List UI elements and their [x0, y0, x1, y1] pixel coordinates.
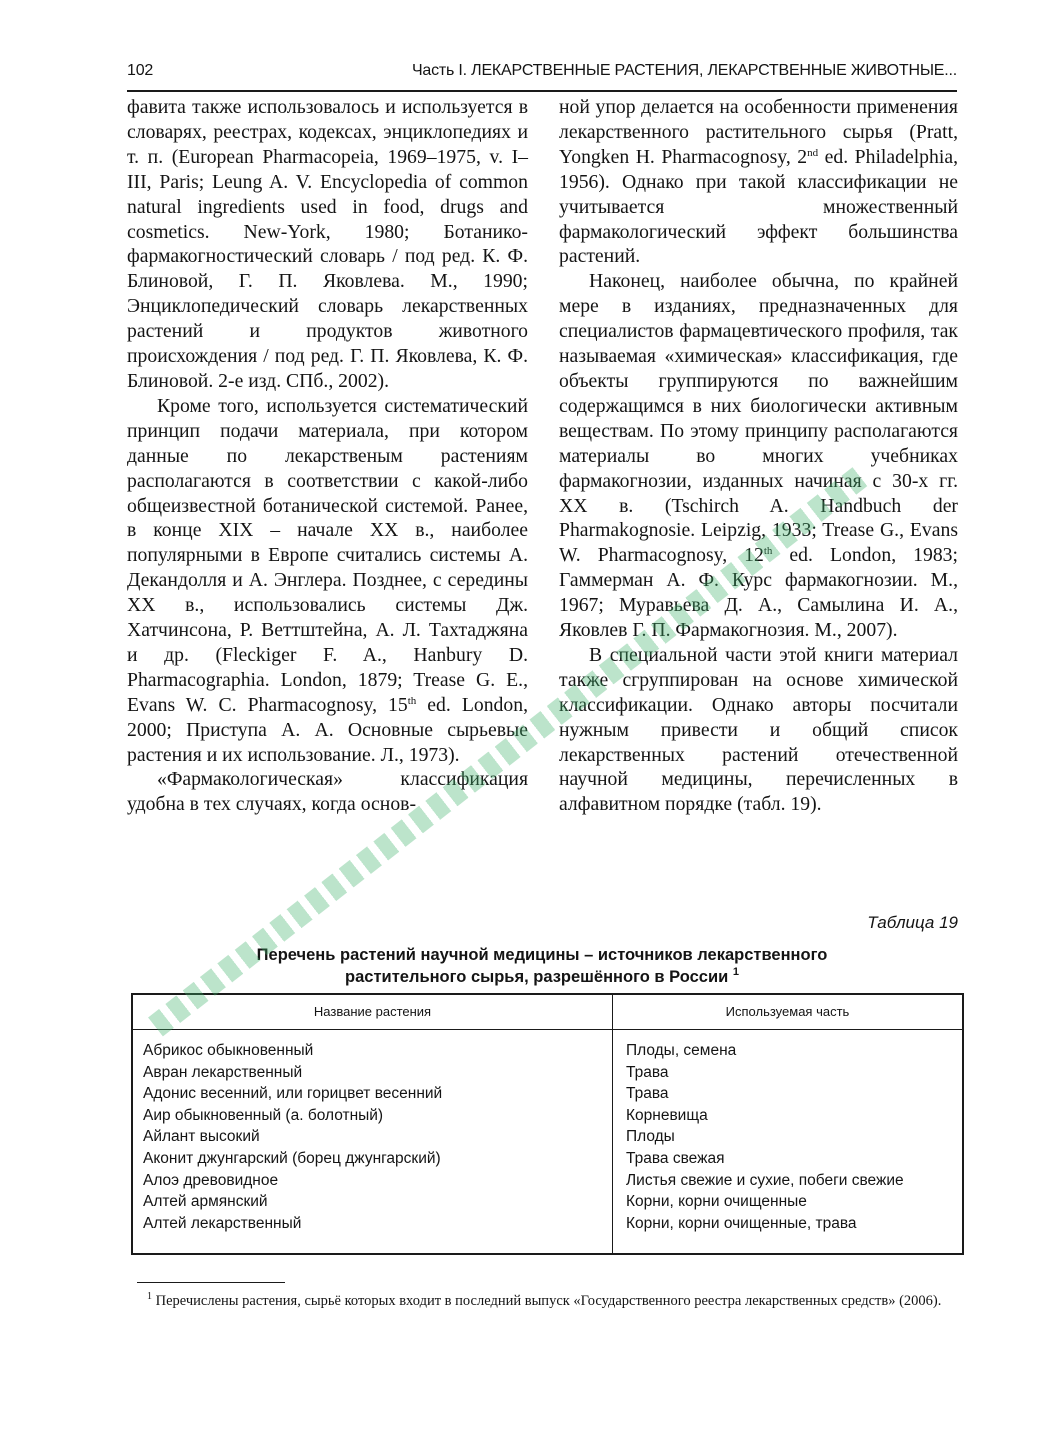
- table-row: [133, 1064, 962, 1086]
- footnote-marker: 1: [147, 1291, 152, 1302]
- used-part-cell: Трава свежая: [626, 1149, 725, 1167]
- plant-name-cell: Аконит джунгарский (борец джунгарский): [143, 1149, 441, 1167]
- page-number: 102: [127, 62, 154, 79]
- footnote-text: Перечислены растения, сырьё которых входит в последний выпуск «Государственного реестра лекарственных средств» (2006).: [152, 1293, 942, 1309]
- plants-table: [131, 993, 964, 1255]
- plant-name-cell: Абрикос обыкновенный: [143, 1042, 314, 1059]
- footnote: [137, 1291, 957, 1311]
- plant-name-cell: Алоэ древовидное: [143, 1171, 279, 1189]
- right-paragraph-2-text-b: ed. London, 1983; Гаммерман А. Ф. Курс фармакогнозии. М., 1967; Муравьева Д. А., Самылина И. А., Яковлев Г. П. Фармакогнозия. М., 2007).: [559, 544, 958, 642]
- right-paragraph-1-text-b: ed. Philadelphia, 1956). Однако при такой классификации не учитывается множественный фармакологический эффект большинства растений.: [559, 145, 958, 268]
- plant-name-cell: Алтей лекарственный: [143, 1214, 302, 1232]
- table-row: [133, 1085, 962, 1107]
- table-row: [133, 1193, 962, 1215]
- footnote-reference: 1: [732, 966, 739, 978]
- right-paragraph-3: В специальной части этой книги материал также сгруппирован на основе химической классификации. Однако авторы посчитали нужным привести и общий список лекарственных растений отечественной научной медицины, перечисленных в алфавитном порядке (табл. 19).: [559, 643, 958, 816]
- plant-name-cell: Авран лекарственный: [143, 1063, 303, 1081]
- table-label: Таблица 19: [867, 913, 958, 932]
- right-paragraph-2-text-a: Наконец, наиболее обычна, по крайней мере в изданиях, предназначенных для специалистов фармацевтического профиля, так называемая «химическая» классификация, где объекты группируются по важнейшим содержащимся в них биологически активным веществам. По этому принципу располагаются материалы во многих учебниках фармакогнозии, изданных начиная с 30-х гг. XX в. (Tschirch A. Handbuch der Pharmakognosie. Leipzig, 1933; Trease G., Evans W. Pharmacognosy, 12: [559, 270, 958, 567]
- running-head: [127, 62, 957, 80]
- superscript: th: [407, 694, 417, 707]
- table-title: [127, 944, 957, 988]
- header-rule: [127, 90, 957, 92]
- plant-name-cell: Аир обыкновенный (а. болотный): [143, 1106, 384, 1124]
- used-part-cell: Трава: [626, 1085, 669, 1103]
- table-body: [133, 1042, 962, 1236]
- superscript: nd: [807, 146, 819, 159]
- right-column: [559, 95, 958, 817]
- column-header-plant: Название растения: [313, 1004, 432, 1019]
- plant-name-cell: Айлант высокий: [143, 1128, 260, 1146]
- table-row: [133, 1215, 962, 1237]
- table-title-line-1: Перечень растений научной медицины – источников лекарственного: [256, 946, 828, 964]
- used-part-cell: Листья свежие и сухие, побеги свежие: [626, 1171, 904, 1189]
- left-paragraph-3: «Фармакологическая» классификация удобна в тех случаях, когда основ-: [127, 768, 528, 816]
- left-paragraph-2-text-b: ed. London, 2000; Приступа А. А. Основные сырьевые растения и их использование. Л., 1973).: [127, 693, 528, 766]
- used-part-cell: Плоды: [626, 1128, 675, 1146]
- superscript: th: [763, 545, 773, 558]
- right-paragraph-2: [559, 269, 958, 643]
- header-divider: [133, 1029, 962, 1030]
- table-title-line-2-text: растительного сырья, разрешённого в России: [345, 968, 729, 986]
- table-row: [133, 1150, 962, 1172]
- left-paragraph-1: фавита также использовалось и используется в словарях, реестрах, кодексах, энциклопедиях и т. п. (European Pharmacopeia, 1969–1975, v. I–III, Paris; Leung A. V. Encyclopedia of common natural ingredients used in food, drugs and cosmetics. New-York, 1980; Ботанико-фармакогностический словарь / под ред. К. Ф. Блиновой, Г. П. Яковлева. М., 1990; Энциклопедический словарь лекарственных растений и продуктов животного происхождения / под ред. Г. П. Яковлева, К. Ф. Блиновой. 2-е изд. СПб., 2002).: [127, 96, 528, 392]
- left-paragraph-2: [127, 394, 528, 768]
- table-title-line-2: [127, 966, 957, 988]
- column-header-part: Используемая часть: [725, 1004, 850, 1019]
- table-row: [133, 1042, 962, 1064]
- used-part-cell: Корневища: [626, 1106, 708, 1124]
- right-paragraph-1-text-a: ной упор делается на особенности применения лекарственного растительного сырья (Pratt, Yongken H. Pharmacognosy, 2: [559, 96, 958, 168]
- left-paragraph-2-text-a: Кроме того, используется систематический принцип подачи материала, при котором данные по лекарственым растениям располагаются в соответствии с какой-либо общеизвестной ботанической системой. Ранее, в конце XIX – начале XX в., наиболее популярными в Европе считались системы А. Декандолля и А. Энглера. Позднее, с середины XX в., использовались системы Дж. Хатчинсона, Р. Веттштейна, А. Л. Тахтаджяна и др. (Fleckiger F. A., Hanbury D. Pharmacographia. London, 1879; Trease G. E., Evans W. C. Pharmacognosy, 15: [127, 394, 528, 716]
- right-paragraph-1: [559, 95, 958, 269]
- table-row: [133, 1172, 962, 1194]
- section-title: Часть I. ЛЕКАРСТВЕННЫЕ РАСТЕНИЯ, ЛЕКАРСТВЕННЫЕ ЖИВОТНЫЕ...: [411, 62, 957, 79]
- used-part-cell: Плоды, семена: [626, 1042, 737, 1059]
- plant-name-cell: Алтей армянский: [143, 1193, 268, 1211]
- used-part-cell: Трава: [626, 1063, 669, 1081]
- footnote-rule: [137, 1282, 285, 1283]
- left-column: [127, 95, 528, 817]
- table-row: [133, 1128, 962, 1150]
- used-part-cell: Корни, корни очищенные: [626, 1193, 807, 1211]
- plant-name-cell: Адонис весенний, или горицвет весенний: [143, 1085, 443, 1103]
- used-part-cell: Корни, корни очищенные, трава: [626, 1214, 857, 1232]
- table-row: [133, 1107, 962, 1129]
